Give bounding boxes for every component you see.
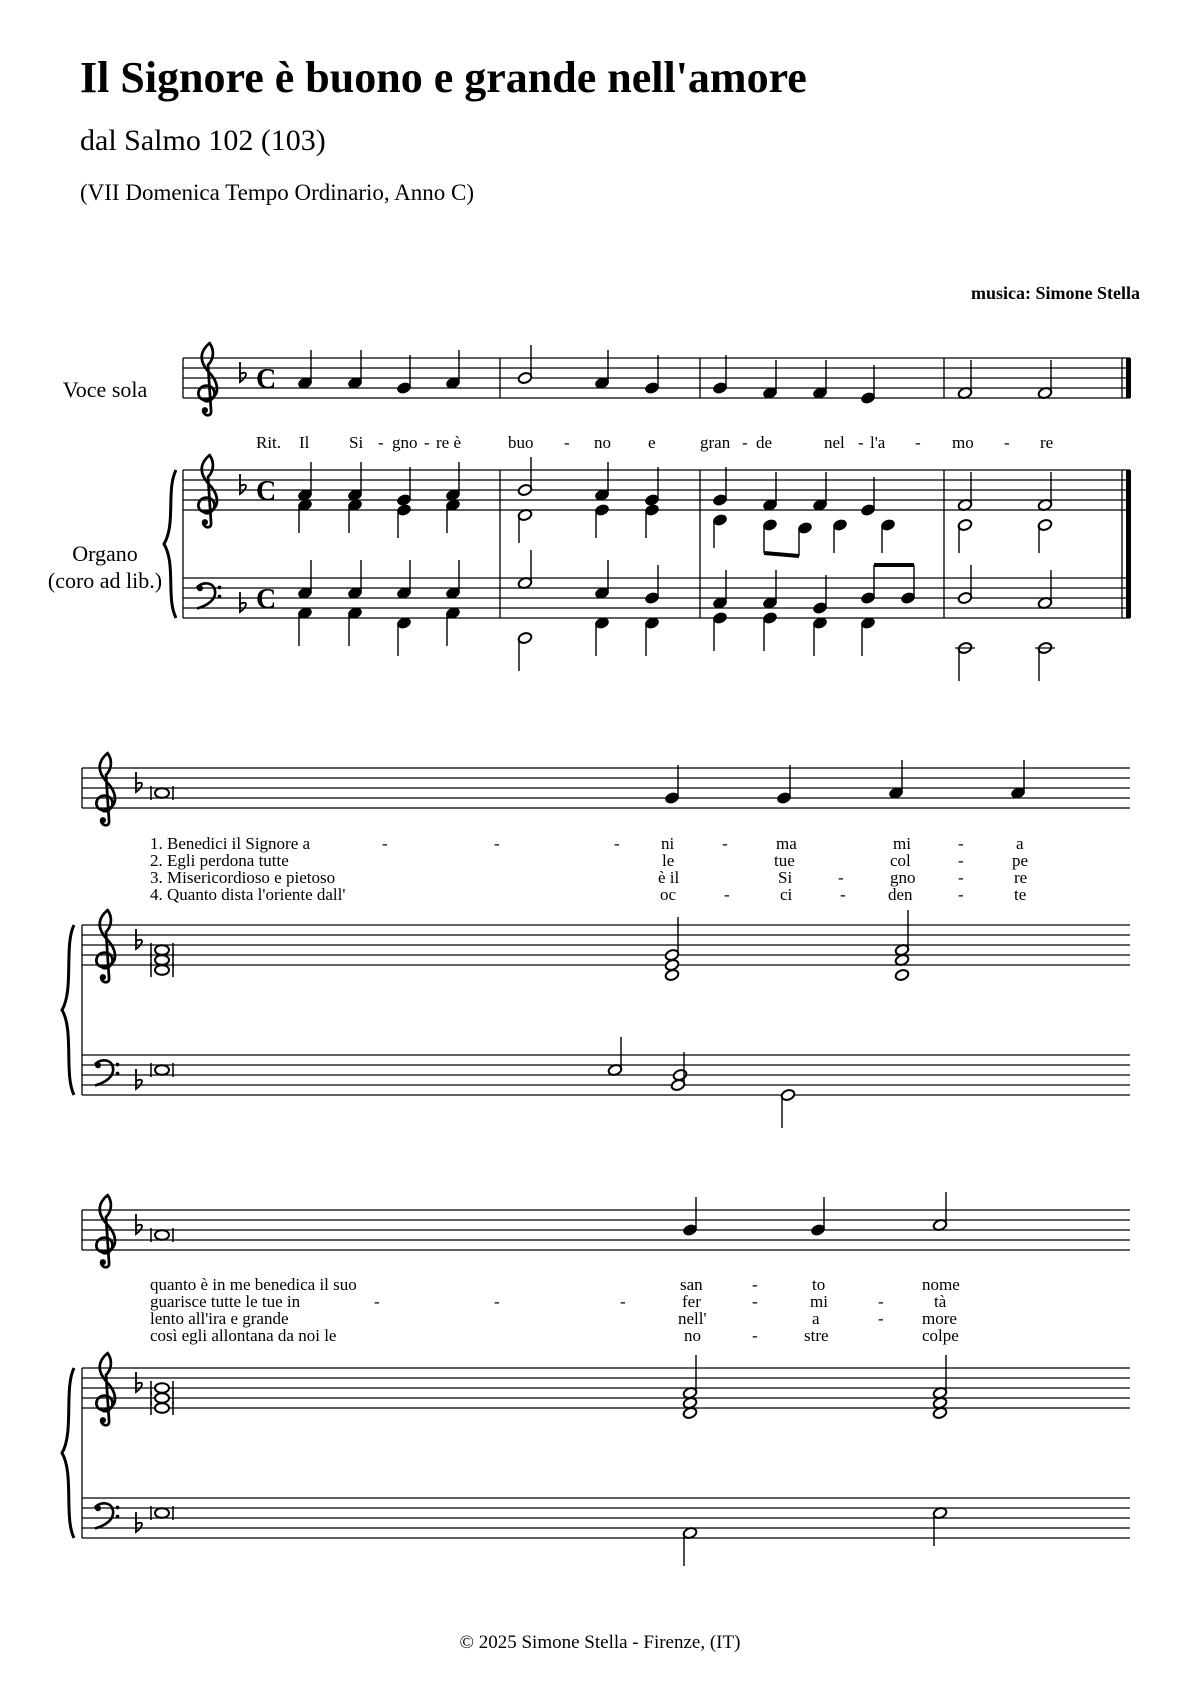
verse-3-text: 3. Misericordioso e pietoso [150,868,336,887]
lyric-syllable: Si [778,868,793,887]
verse-4-text: 4. Quanto dista l'oriente dall' [150,885,346,904]
lyric-hyphen: - [752,1275,758,1294]
lyric-syllable: mo [952,433,974,452]
liturgical-occasion: (VII Domenica Tempo Ordinario, Anno C) [80,180,474,205]
breve-notehead [155,965,169,975]
lyric-syllable: le [662,851,675,870]
breve-notehead [155,788,169,798]
lyric-hyphen: - [878,1292,884,1311]
notehead [664,968,679,981]
lyric-hyphen: - [752,1326,758,1345]
treble-clef [96,1195,115,1267]
copyright-footer: © 2025 Simone Stella - Firenze, (IT) [459,1632,741,1653]
lyric-syllable: mi [893,834,911,853]
breve-notehead [155,1230,169,1240]
lyric-syllable: buo [508,433,534,452]
breve-notehead [155,955,169,965]
verse-2-text: 2. Egli perdona tutte [150,851,289,870]
bass-clef [197,583,221,608]
lyric-hyphen: - [564,433,570,452]
lyric-syllable: è il [658,868,680,887]
lyric-hyphen: - [840,885,846,904]
breve-notehead [155,1508,169,1518]
lyric-syllable: oc [660,885,677,904]
lyric-hyphen: - [958,868,964,887]
flat-key-signature [136,929,142,949]
lyric-syllable: no [594,433,611,452]
lyric-syllable: gno [392,433,418,452]
lyric-syllable: fer [682,1292,701,1311]
treble-clef [96,910,115,982]
lyric-syllable: pe [1012,851,1029,870]
lyric-syllable: e [648,433,656,452]
lyric-syllable: a [812,1309,820,1328]
lyric-hyphen: - [915,433,921,452]
organ-label-line2: (coro ad lib.) [47,568,163,593]
lyric-hyphen: - [1004,433,1010,452]
bass-clef [95,1060,119,1085]
lyric-hyphen: - [752,1292,758,1311]
lyric-hyphen: - [958,851,964,870]
flat-key-signature [240,592,246,612]
breve-notehead [155,1383,169,1393]
lyric-syllable: a [1016,834,1024,853]
lyric-hyphen: - [742,433,748,452]
lyric-syllable: l'a [870,433,886,452]
grand-staff-brace [164,470,176,618]
final-barline [1126,470,1131,618]
lyric-hyphen: - [614,834,620,853]
lyric-syllable: tà [934,1292,947,1311]
lyric-syllable: ni [661,834,675,853]
lyric-syllable: stre [804,1326,829,1345]
lyric-hyphen: - [724,885,730,904]
final-barline [1126,358,1131,398]
score-subtitle: dal Salmo 102 (103) [80,124,326,157]
lyric-syllable: ci [780,885,793,904]
lyric-syllable: nel [824,433,845,452]
lyric-hyphen: - [722,834,728,853]
notehead [894,968,909,981]
lyric-syllable: Si [349,433,364,452]
common-time-signature: C [256,476,277,507]
treble-clef [96,753,115,825]
lyric-hyphen: - [878,1309,884,1328]
lyric-hyphen: - [374,1292,380,1311]
flat-key-signature [136,1372,142,1392]
bass-clef [95,1503,119,1528]
verse-3-text-cont: lento all'ira e grande [150,1309,289,1328]
treble-clef [198,343,217,415]
common-time-signature: C [256,584,277,615]
lyric-syllable: te [1014,885,1027,904]
refrain-lyrics [256,433,1053,452]
lyric-syllable: re [1040,433,1054,452]
lyric-hyphen: - [620,1292,626,1311]
lyric-syllable: nell' [678,1309,707,1328]
lyric-hyphen: - [958,885,964,904]
breve-notehead [155,1393,169,1403]
lyric-syllable: gran [700,433,731,452]
beam [764,553,799,556]
flat-key-signature [136,772,142,792]
lyric-syllable: col [890,851,911,870]
common-time-signature: C [256,364,277,395]
flat-key-signature [240,474,246,494]
verse-4-text-cont: così egli allontana da noi le [150,1326,337,1345]
lyric-hyphen: - [858,433,864,452]
voice-instrument-label: Voce sola [62,377,148,402]
lyric-syllable: no [684,1326,701,1345]
lyric-hyphen: - [958,834,964,853]
verse-1-text: 1. Benedici il Signore a [150,834,311,853]
score-title: Il Signore è buono e grande nell'amore [80,53,807,102]
flat-key-signature [240,362,246,382]
treble-clef [96,1353,115,1425]
breve-notehead [155,1403,169,1413]
lyric-hyphen: - [382,834,388,853]
lyric-syllable: re [1014,868,1028,887]
lyric-syllable: to [812,1275,826,1294]
flat-key-signature [136,1214,142,1234]
lyric-syllable: Il [299,433,310,452]
lyric-hyphen: - [378,433,384,452]
treble-clef [198,455,217,527]
verse-lyrics-system-3 [150,1275,960,1345]
flat-key-signature [136,1069,142,1089]
lyric-syllable: gno [890,868,916,887]
lyric-hyphen: - [838,868,844,887]
refrain-label: Rit. [256,433,282,452]
lyric-syllable: re è [436,433,462,452]
grand-staff-brace [62,925,74,1095]
lyric-syllable: ma [776,834,797,853]
lyric-syllable: nome [922,1275,960,1294]
breve-notehead [155,945,169,955]
lyric-syllable: mi [810,1292,828,1311]
verse-2-text-cont: guarisce tutte le tue in [150,1292,301,1311]
lyric-syllable: colpe [922,1326,959,1345]
lyric-syllable: more [922,1309,957,1328]
composer-credit: musica: Simone Stella [971,283,1140,303]
staff-lines [82,358,1130,1538]
verse-lyrics-system-2 [150,834,1028,904]
lyric-hyphen: - [494,834,500,853]
lyric-syllable: de [756,433,773,452]
lyric-syllable: den [888,885,913,904]
lyric-hyphen: - [424,433,430,452]
verse-1-text-cont: quanto è in me benedica il suo [150,1275,357,1294]
organ-label-line1: Organo [72,541,138,566]
grand-staff-brace [62,1368,74,1538]
lyric-hyphen: - [494,1292,500,1311]
flat-key-signature [136,1512,142,1532]
breve-notehead [155,1065,169,1075]
lyric-syllable: tue [774,851,795,870]
lyric-syllable: san [680,1275,703,1294]
